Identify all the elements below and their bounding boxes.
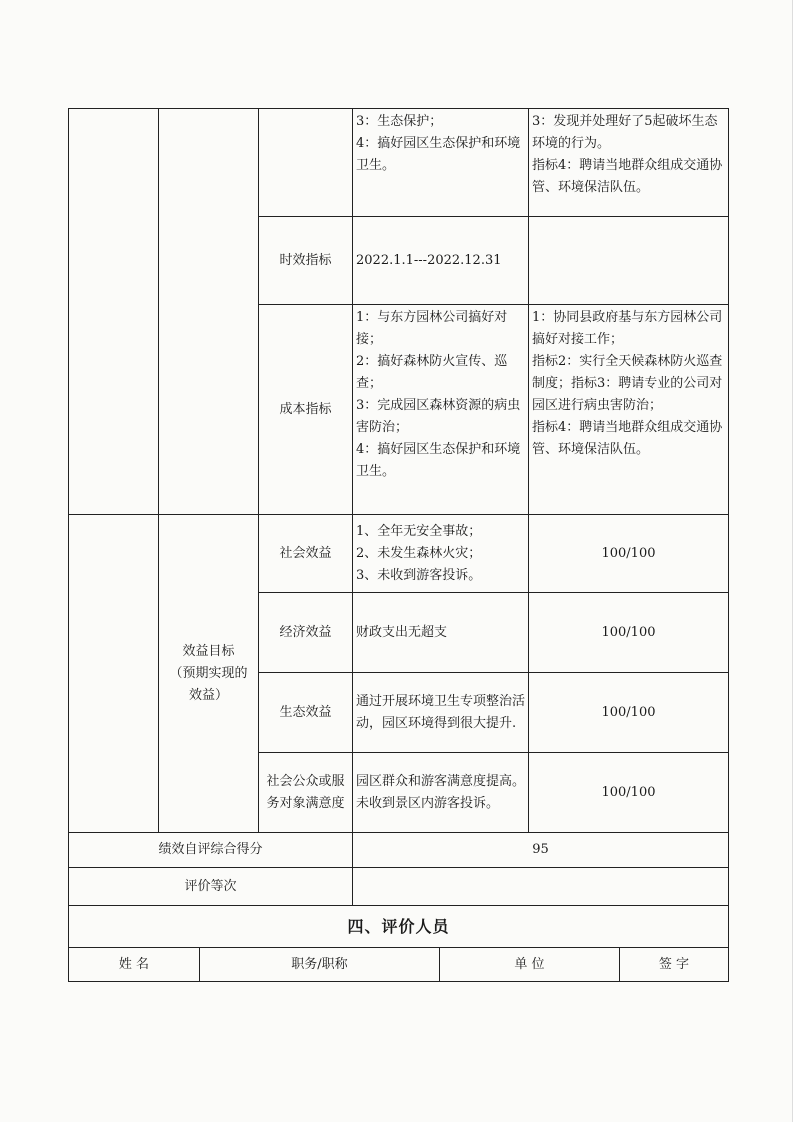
benefit-label-economic: 经济效益 [259,593,353,673]
result-line: 指标4：聘请当地群众组成交通协管、环境保洁队伍。 [532,158,723,195]
performance-table [68,108,728,982]
plan-line: 1：与东方园林公司搞好对接； [356,310,508,347]
plan-cell-timeliness: 2022.1.1---2022.12.31 [353,217,529,305]
benefit-plan-economic: 财政支出无超支 [353,593,529,673]
benefit-label-satisfaction: 社会公众或服务对象满意度 [259,753,353,833]
outer-blank-cell [69,109,159,515]
plan-line: 3：生态保护； [356,114,443,129]
category-blank-cell [159,109,259,515]
overall-score-value: 95 [353,833,729,868]
overall-score-label: 绩效自评综合得分 [69,833,353,868]
indicator-label-timeliness: 时效指标 [259,217,353,305]
header-title: 职务/职称 [200,948,440,982]
plan-line: 4：搞好园区生态保护和环境卫生。 [356,442,521,479]
result-line: 指标2：实行全天候森林防火巡查制度；指标3：聘请专业的公司对园区进行病虫害防治； [532,354,723,413]
result-cell-cost [529,305,729,515]
benefit-score-satisfaction: 100/100 [529,753,729,833]
benefit-plan-ecological: 通过开展环境卫生专项整治活动，园区环境得到很大提升. [353,673,529,753]
benefit-score-economic: 100/100 [529,593,729,673]
plan-line: 4：搞好园区生态保护和环境卫生。 [356,136,521,173]
plan-cell-cost [353,305,529,515]
result-line: 3：发现并处理好了5起破坏生态环境的行为。 [532,114,718,151]
benefit-label-social: 社会效益 [259,515,353,593]
indicator-blank-cell [259,109,353,217]
grade-value [353,868,729,906]
benefit-group-label: 效益目标 （预期实现的 效益） [159,515,259,833]
benefit-label-ecological: 生态效益 [259,673,353,753]
result-cell-eco [529,109,729,217]
result-line: 指标4：聘请当地群众组成交通协管、环境保洁队伍。 [532,420,723,457]
header-unit: 单 位 [440,948,620,982]
header-name: 姓 名 [69,948,200,982]
benefit-score-ecological: 100/100 [529,673,729,753]
indicator-label-cost: 成本指标 [259,305,353,515]
benefit-plan-satisfaction: 园区群众和游客满意度提高。未收到景区内游客投诉。 [353,753,529,833]
outer-blank-cell-benefit [69,515,159,833]
grade-label: 评价等次 [69,868,353,906]
plan-cell-eco [353,109,529,217]
plan-line: 2：搞好森林防火宣传、巡查； [356,354,508,391]
benefit-plan-social: 1、全年无安全事故； 2、未发生森林火灾； 3、未收到游客投诉。 [353,515,529,593]
plan-line: 3：完成园区森林资源的病虫害防治； [356,398,521,435]
benefit-score-social: 100/100 [529,515,729,593]
header-signature: 签 字 [620,948,729,982]
result-line: 1：协同县政府基与东方园林公司搞好对接工作； [532,310,723,347]
section-title-evaluators: 四、评价人员 [69,906,729,948]
result-cell-timeliness [529,217,729,305]
